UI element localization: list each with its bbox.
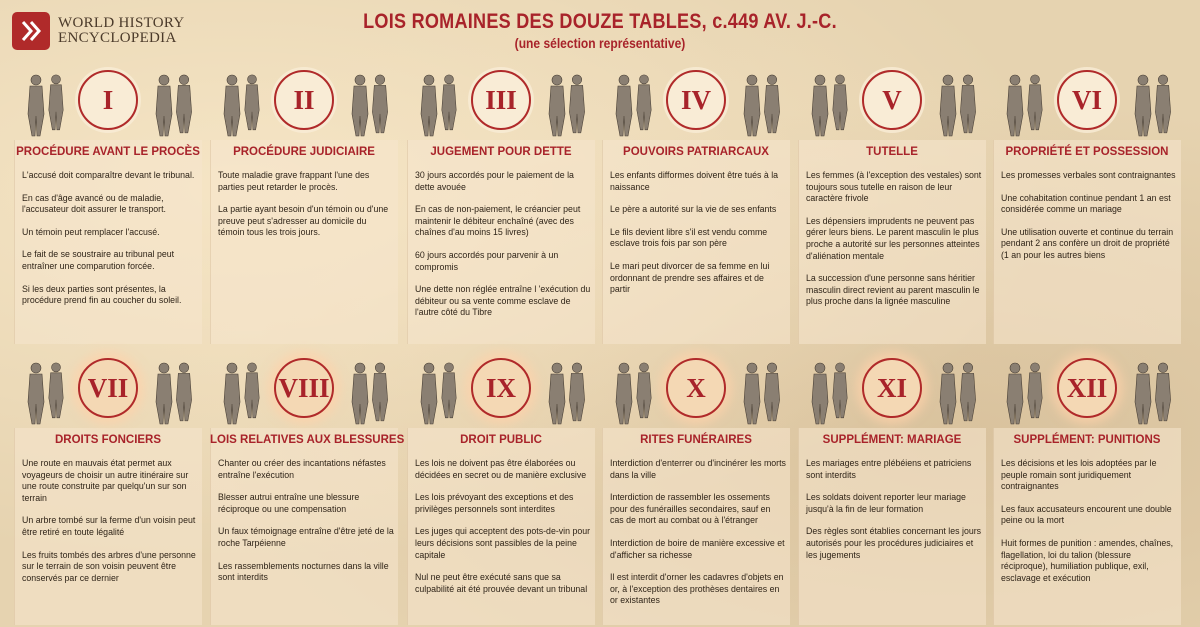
table-title: PROPRIÉTÉ ET POSSESSION [1005,146,1169,158]
table-numeral: XII [1057,358,1117,418]
law-item: Les rassemblements nocturnes dans la ville sont interdits [218,560,389,583]
law-item: La succession d'une personne sans héritier masculin direct revient au parent masculin le plus proche dans la lignée masculine [806,273,980,307]
law-item: Une utilisation ouverte et continue du terrain pendant 2 ans confère un droit de propriété (1 an pour les autres biens [1001,226,1174,260]
table-title: PROCÉDURE JUDICIAIRE [233,146,375,158]
law-item: Un arbre tombé sur la ferme d'un voisin peut être retiré en toute légalité [22,515,196,537]
law-item: Il est interdit d'orner les cadavres d'objets en or, à l'exception des prothèses dentaires en or existantes [610,572,784,606]
table-title: LOIS RELATIVES AUX BLESSURES [210,434,405,446]
law-item: Les femmes (à l'exception des vestales) sont toujours sous tutelle en raison de leur caractère frivole [806,170,982,204]
table-card [798,350,986,625]
table-numeral: IX [471,358,531,418]
law-item: L'accusé doit comparaître devant le tribunal. [22,170,195,180]
page-title: LOIS ROMAINES DES DOUZE TABLES, c.449 AV. J.-C. [363,10,837,33]
law-list [415,458,591,606]
header [300,10,900,51]
law-item: Les décisions et les lois adoptées par le peuple romain sont juridiquement contraignantes [1001,458,1157,492]
law-item: Les juges qui acceptent des pots-de-vin pour leurs décisions sont passibles de la peine capitale [415,526,591,560]
table-title: DROIT PUBLIC [460,434,542,446]
law-item: Le père a autorité sur la vie de ses enfants [610,204,777,215]
law-list [806,458,982,572]
law-item: Les fruits tombés des arbres d'une personne sur le terrain de son voisin peuvent être conservés par ce dernier [22,549,196,583]
law-item: Si les deux parties sont présentes, la procédure prend fin au coucher du soleil. [22,283,182,306]
law-list [415,170,591,330]
law-item: Des règles sont établies concernant les jours autorisés pour les procédures judiciaires et les jugements [806,526,982,560]
law-item: Interdiction de rassembler les ossements pour des funérailles secondaires, sauf en cas de mort au combat ou à l'étranger [610,492,771,526]
table-card [14,62,202,344]
law-item: Les promesses verbales sont contraignantes [1001,170,1176,180]
table-numeral: IV [666,70,726,130]
table-card [798,62,986,344]
table-numeral: VII [78,358,138,418]
table-numeral: VIII [274,358,334,418]
law-item: Les mariages entre plébéiens et patriciens sont interdits [806,458,972,480]
law-item: Une dette non réglée entraîne l 'exécution du débiteur ou sa vente comme esclave de l'autre côté du Tibre [415,284,591,318]
law-item: 30 jours accordés pour le paiement de la dette avouée [415,170,574,192]
table-card [602,62,790,344]
law-item: Les enfants difformes doivent être tués à la naissance [610,170,779,192]
table-numeral: III [471,70,531,130]
table-numeral: X [666,358,726,418]
law-item: La partie ayant besoin d'un témoin ou d'une preuve peut s'adresser au domicile du témoin tous les trois jours. [218,204,389,238]
law-item: Les faux accusateurs encourent une double peine ou la mort [1001,503,1172,526]
brand-line-2: ENCYCLOPEDIA [58,30,177,46]
law-list [610,170,786,307]
law-list [1001,458,1177,595]
law-list [218,170,394,250]
law-list [218,458,394,595]
table-numeral: VI [1057,70,1117,130]
law-item: Chanter ou créer des incantations néfastes entraîne l'exécution [218,458,386,480]
table-title: DROITS FONCIERS [54,434,162,446]
table-title: PROCÉDURE AVANT LE PROCÈS [16,146,200,158]
law-item: En cas d'âge avancé ou de maladie, l'accusateur doit assurer le transport. [22,192,166,215]
table-numeral: II [274,70,334,130]
table-title: RITES FUNÉRAIRES [640,434,752,446]
table-card [407,62,595,344]
law-item: Les lois ne doivent pas être élaborées ou décidées en secret ou de manière exclusive [415,458,587,480]
law-list [1001,170,1177,273]
brand-logo[interactable] [12,12,185,50]
table-numeral: V [862,70,922,130]
brand-line-1: WORLD HISTORY [58,15,185,31]
page-subtitle: (une sélection représentative) [514,35,686,51]
law-list [22,458,198,595]
law-item: Une cohabitation continue pendant 1 an est considérée comme un mariage [1001,192,1171,215]
table-title: SUPPLÉMENT: PUNITIONS [1013,434,1161,446]
table-title: JUGEMENT POUR DETTE [430,146,572,158]
law-list [22,170,198,318]
table-card [993,350,1181,625]
law-item: Un témoin peut remplacer l'accusé. [22,226,160,237]
table-card [210,62,398,344]
law-item: Le fils devient libre s'il est vendu comme esclave trois fois par son père [610,226,768,249]
table-numeral: I [78,70,138,130]
table-title: TUTELLE [866,146,918,158]
law-item: Les soldats doivent reporter leur mariage jusqu'à la fin de leur formation [806,492,966,514]
table-title: POUVOIRS PATRIARCAUX [623,146,769,158]
law-item: Blesser autrui entraîne une blessure réciproque ou une compensation [218,492,360,514]
table-card [14,350,202,625]
law-list [610,458,786,618]
law-item: En cas de non-paiement, le créancier peut maintenir le débiteur enchaîné (avec des chaînes d'au moins 15 livres) [415,204,581,238]
logo-icon [12,12,50,50]
law-item: Le mari peut divorcer de sa femme en lui ordonnant de prendre ses affaires et de partir [610,260,770,295]
law-item: Un faux témoignage entraîne d'être jeté de la roche Tarpéienne [218,526,394,548]
law-item: Interdiction de boire de manière excessive et d'afficher sa richesse [610,537,785,560]
table-card [993,62,1181,344]
law-item: Interdiction d'enterrer ou d'incinérer les morts dans la ville [610,458,786,480]
law-item: Les dépensiers imprudents ne peuvent pas gérer leurs biens. Le parent masculin le plus proche a autorité sur les personnes atteintes d'aliénation mentale [806,215,980,261]
table-card [210,350,405,625]
law-item: Nul ne peut être exécuté sans que sa culpabilité ait été prouvée devant un tribunal [415,572,588,594]
law-item: 60 jours accordés pour parvenir à un compromis [415,249,559,272]
law-list [806,170,982,319]
law-item: Les lois prévoyant des exceptions et des privilèges personnels sont interdites [415,492,574,514]
table-card [407,350,595,625]
law-item: Toute maladie grave frappant l'une des parties peut retarder le procès. [218,170,370,192]
law-item: Le fait de se soustraire au tribunal peut entraîner une comparution forcée. [22,249,175,271]
table-title: SUPPLÉMENT: MARIAGE [822,434,962,446]
table-numeral: XI [862,358,922,418]
law-item: Une route en mauvais état permet aux voyageurs de choisir un autre itinéraire sur une route construite par quelqu'un sur son terrain [22,458,189,503]
table-card [602,350,790,625]
law-item: Huit formes de punition : amendes, chaînes, flagellation, loi du talion (blessure réciproque), humiliation publique, exil, esclavage et exécution [1001,537,1174,583]
brand-name [58,16,185,46]
